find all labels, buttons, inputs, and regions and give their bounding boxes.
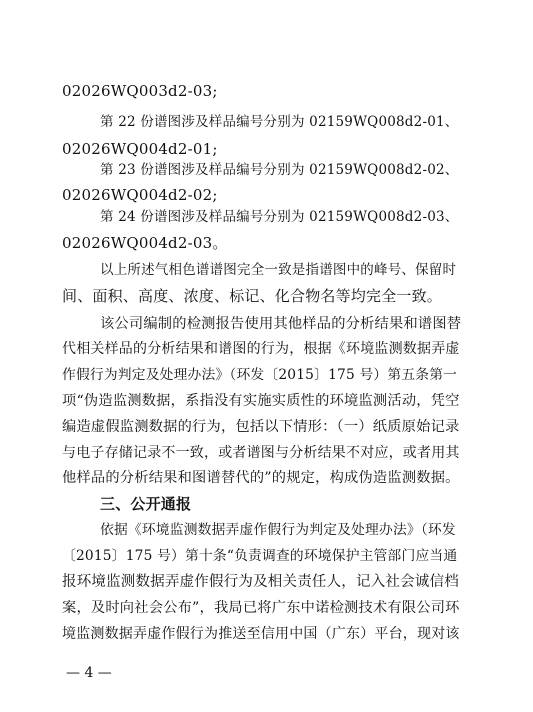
text-line: 作假行为判定及处理办法》（环发〔2015〕175 号）第五条第一 bbox=[62, 367, 458, 383]
text-line: 他样品的分析结果和图谱替代的”的规定，构成伪造监测数据。 bbox=[62, 470, 460, 486]
text-line: 第 22 份谱图涉及样品编号分别为 02159WQ008d2-01、 bbox=[100, 114, 459, 130]
text-line: 间、面积、高度、浓度、标记、化合物名等均完全一致。 bbox=[62, 287, 443, 305]
text-line: 境监测数据弄虚作假行为推送至信用中国（广东）平台，现对该 bbox=[62, 626, 460, 642]
text-line: 代相关样品的分析结果和谱图的行为，根据《环境监测数据弄虚 bbox=[62, 341, 460, 357]
text-line: 报环境监测数据弄虚作假行为及相关责任人，记入社会诚信档 bbox=[62, 574, 459, 590]
text-line: 与电子存储记录不一致，或者谱图与分析结果不对应，或者用其 bbox=[62, 445, 460, 461]
section-heading: 三、公开通报 bbox=[100, 495, 192, 513]
text-line: 以上所述气相色谱谱图完全一致是指谱图中的峰号、保留时 bbox=[100, 262, 457, 278]
text-line: 〔2015〕175 号）第十条“负责调查的环境保护主管部门应当通 bbox=[62, 548, 458, 564]
text-line: 依据《环境监测数据弄虚作假行为判定及处理办法》（环发 bbox=[100, 522, 456, 538]
text-line: 02026WQ004d2-01; bbox=[62, 140, 218, 158]
page-number: — 4 — bbox=[66, 665, 112, 681]
text-line: 02026WQ003d2-03; bbox=[62, 82, 218, 100]
text-line: 第 24 份谱图涉及样品编号分别为 02159WQ008d2-03、 bbox=[100, 209, 459, 225]
text-line: 编造虚假监测数据的行为，包括以下情形：（一）纸质原始记录 bbox=[62, 419, 460, 435]
text-line: 该公司编制的检测报告使用其他样品的分析结果和谱图替 bbox=[100, 316, 462, 332]
text-line: 项“伪造监测数据，系指没有实施实质性的环境监测活动，凭空 bbox=[62, 393, 460, 409]
text-line: 02026WQ004d2-02; bbox=[62, 186, 218, 204]
text-line: 案，及时向社会公布”，我局已将广东中诺检测技术有限公司环 bbox=[62, 600, 460, 616]
text-line: 02026WQ004d2-03。 bbox=[62, 234, 228, 252]
text-line: 第 23 份谱图涉及样品编号分别为 02159WQ008d2-02、 bbox=[100, 162, 459, 178]
